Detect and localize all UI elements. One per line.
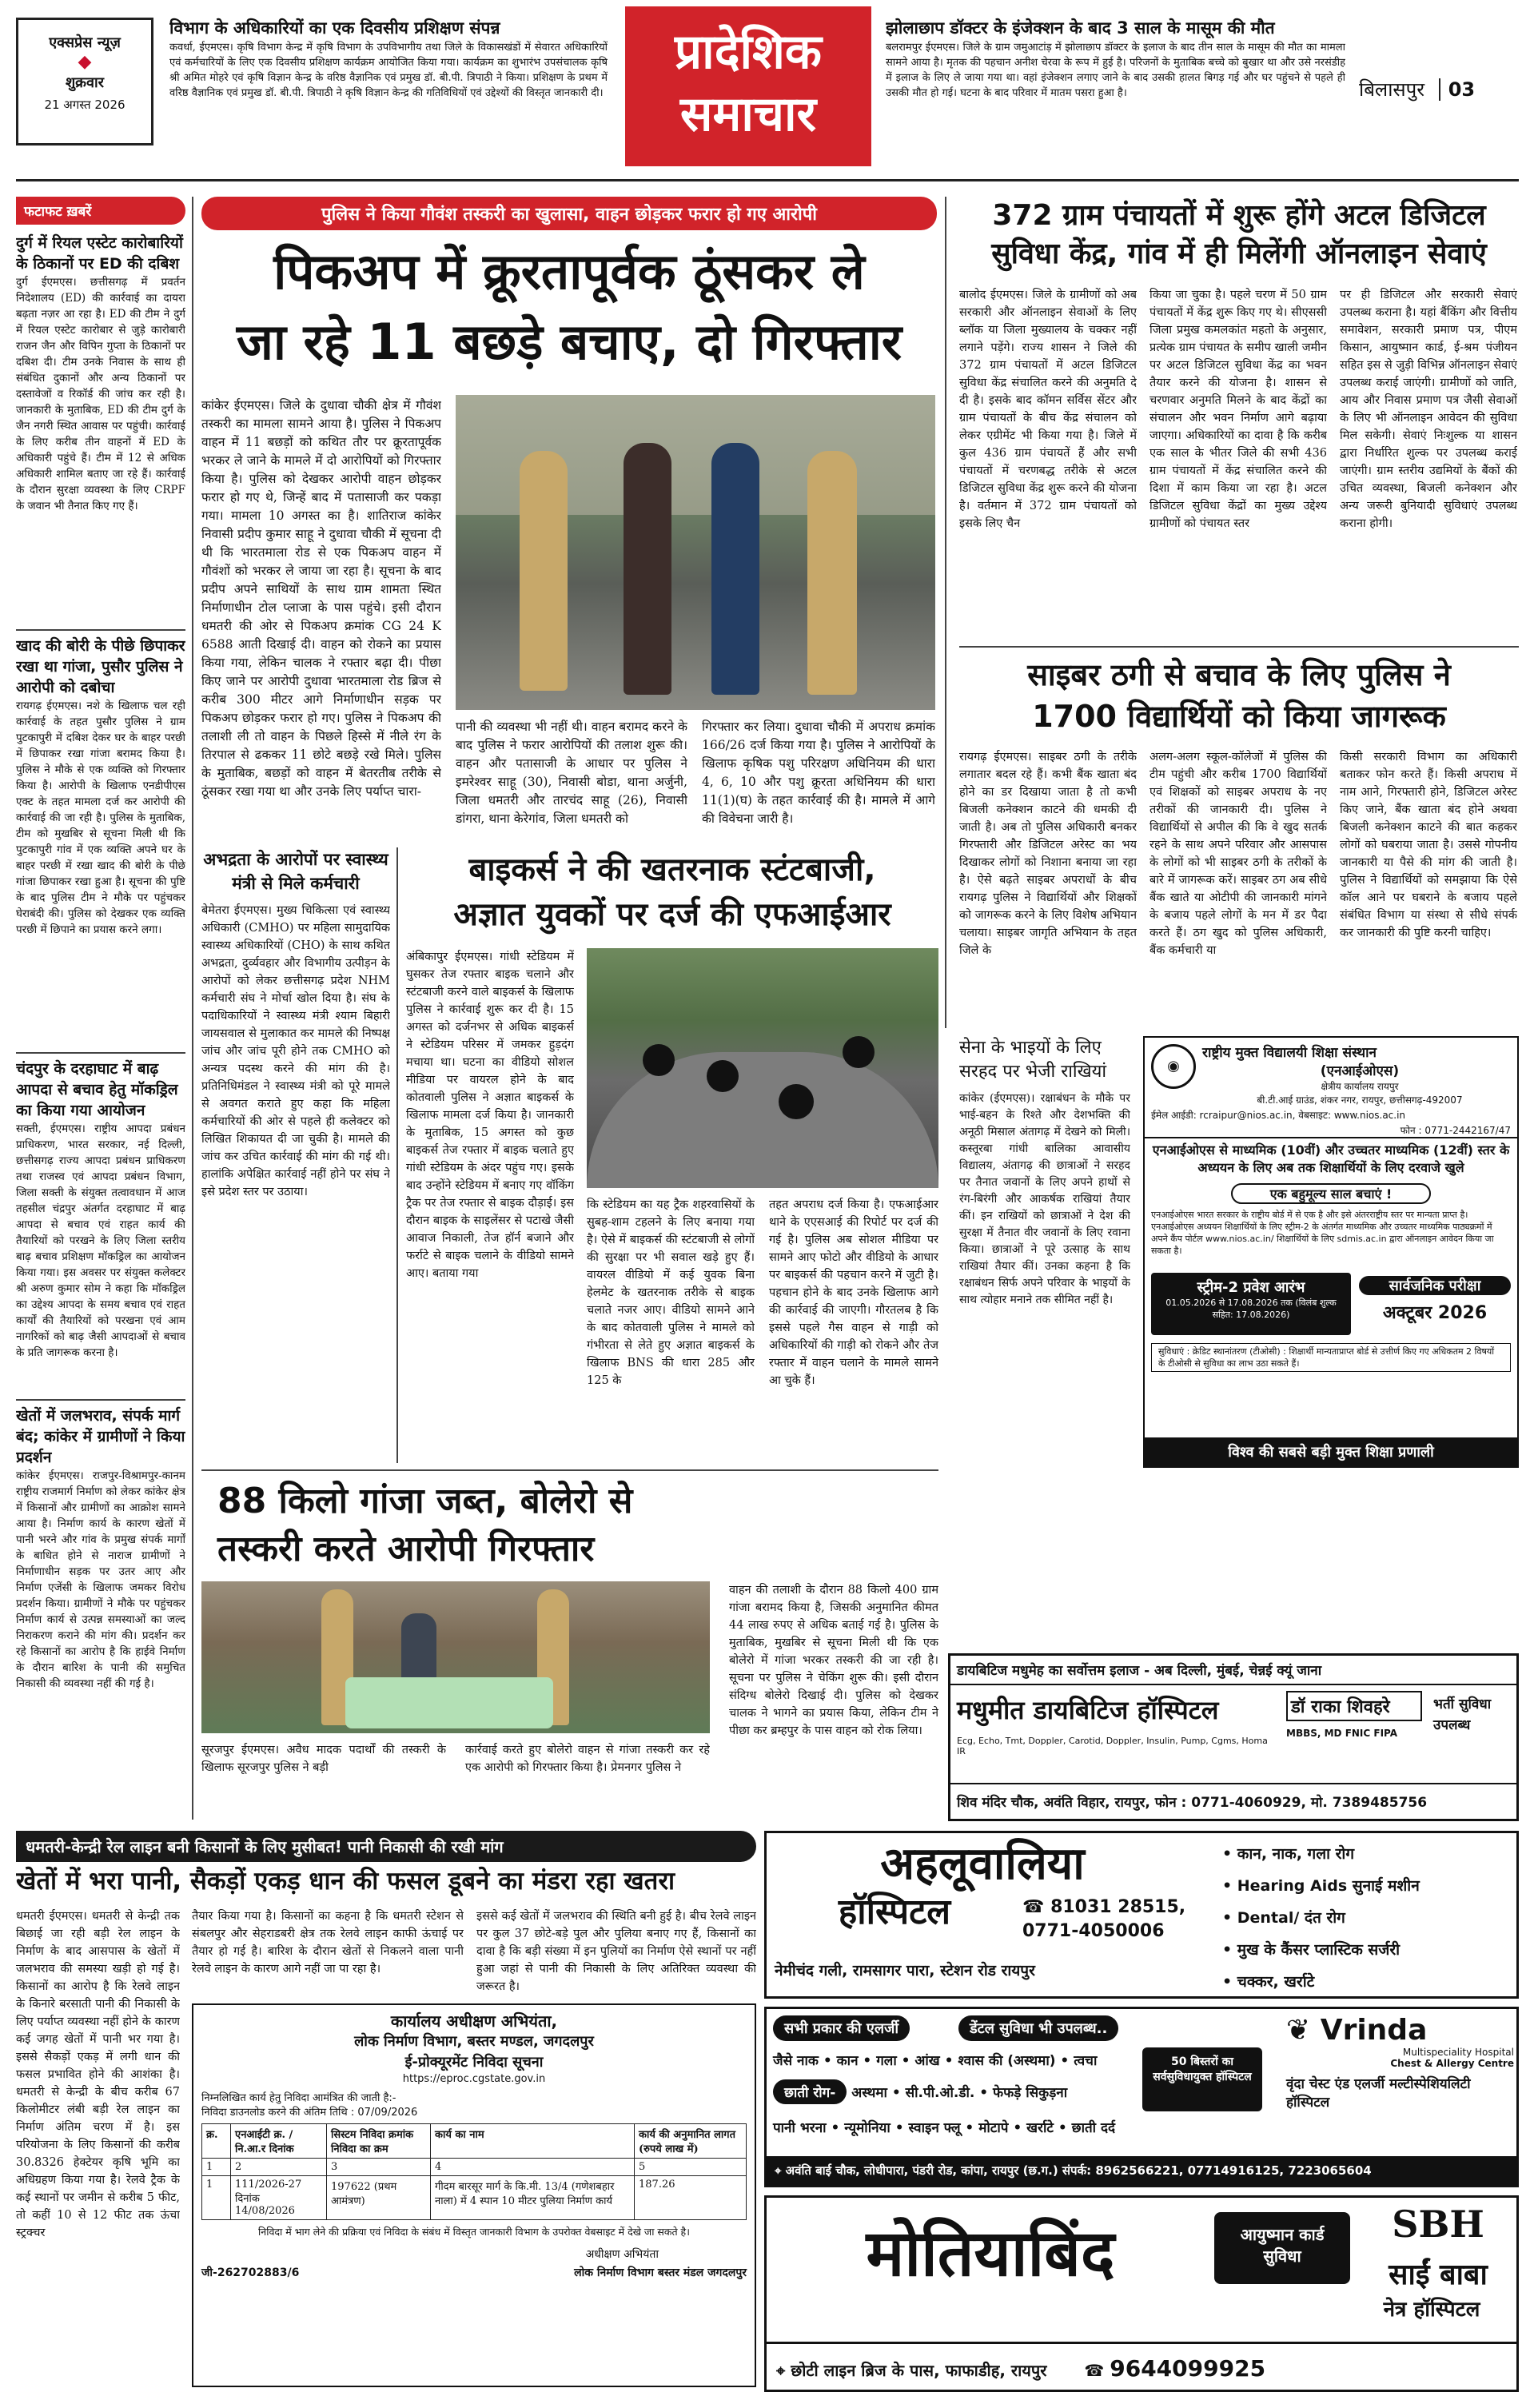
madhu-bharti: भर्ती सुविधा उपलब्ध: [1433, 1696, 1492, 1733]
fatafat-divider: [16, 629, 185, 631]
madhu-services: Ecg, Echo, Tmt, Doppler, Carotid, Doppler, Insulin, Pump, Cgms, Homa IR: [957, 1736, 1268, 1756]
vrinda-chest-label: छाती रोग-: [773, 2079, 847, 2104]
vrinda-logo: [1286, 2014, 1514, 2111]
abhadrata-headline: अभद्रता के आरोपों पर स्वास्थ्य मंत्री से मिले कर्मचारी: [203, 850, 388, 893]
ganja-col-1: सूरजपुर ईएमएस। अवैध मादक पदार्थों की तस्करी के खिलाफ सूरजपुर पुलिस ने बड़ी: [201, 1744, 446, 1774]
lead-rule: [945, 197, 946, 1028]
lead-kicker: पुलिस ने किया गौवंश तस्करी का खुलासा, वाहन छोड़कर फरार हो गए आरोपी: [201, 197, 937, 230]
person-shape: [807, 451, 857, 695]
ganja-col-3: वाहन की तलाशी के दौरान 88 किलो 400 ग्राम गांजा बरामद किया है, जिसकी अनुमानित कीमत 44 लाख रुपए से अधिक बताई गई है। पुलिस के मुताबिक, मुखबिर से सूचना मिली थी कि एक बोलेरो में गांजा भरकर तस्करी की जा रही है। सूचना पर पुलिस ने चेकिंग शुरू की। इसी दौरान संदिग्ध बोलेरो दिखाई दी। पुलिस को देखकर चालक ने भागने का प्रयास किया, लेकिन टीम ने पीछा कर ब्रम्हपुर के पास वाहन को रोक लिया।: [729, 1584, 938, 1737]
fatafat-item: [16, 636, 185, 1047]
masthead-rule: [16, 179, 1519, 181]
table-row: [202, 2176, 747, 2220]
fatafat-body: रायगढ़ ईएमएस। नशे के खिलाफ चल रही कार्रवाई के तहत पुसौर पुलिस ने ग्राम पुटकापुरी में दबिश देकर घर के बाहर परछी में छिपाकर रखा गांजा बरामद किया है। पुलिस ने मौके से एक व्यक्ति को गिरफ्तार किया है। आरोपी के खिलाफ एनडीपीएस एक्ट के तहत मामला दर्ज कर आरोपी की कार्रवाई की जा रही है। पुलिस के मुताबिक, टीम को मुखबिर से सूचना मिली थी कि पुटकापुरी गांव में एक व्यक्ति अपने घर के बाहर परछी में रखा खाद की बोरी के पीछे गांजा छिपाकर रखा हुआ है। सूचना की पुष्टि के बाद पुलिस टीम ने मौके पर पहुंचकर घेराबंदी की। पुलिस को देखकर एक व्यक्ति परछी में छिपाने का प्रयास करने लगा।: [16, 700, 185, 936]
cyber-col-1: रायगढ़ ईएमएस। साइबर ठगी के तरीके लगातार बदल रहे हैं। कभी बैंक खाता बंद होने का डर दिखाया जाता है तो कभी बिजली कनेक्शन काटने की धमकी दी जाती है। अब तो पुलिस अधिकारी बनकर गिरफ्तारी और डिजिटल अरेस्ट का भय दिखाकर लोगों को निशाना बनाया जा रहा है। ऐसे बढ़ते साइबर अपराधों के बीच रायगढ़ पुलिस ने विद्यार्थियों और शिक्षकों को जागरूक करने के लिए विशेष अभियान चलाया। साइबर जागृति अभियान के तहत जिले के: [959, 751, 1137, 957]
vrinda-list2: अस्थमा • सी.पी.ओ.डी. • फेफड़े सिकुड़ना: [851, 2085, 1068, 2101]
vrinda-dental: डेंटल सुविधा भी उपलब्ध..: [958, 2015, 1118, 2041]
biker-col-1: अंबिकापुर ईएमएस। गांधी स्टेडियम में घुसकर तेज रफ्तार बाइक चलाने और स्टंटबाजी करने वाले बाइकर्स के खिलाफ पुलिस ने कार्रवाई शुरू कर दी है। 15 अगस्त को दर्जनभर से अधिक बाइकर्स ने स्टेडियम परिसर में जमकर हुड़दंग मचाया था। घटना का वीडियो सोशल मीडिया पर वायरल होने के बाद कोतवाली पुलिस ने अज्ञात बाइकर्स के खिलाफ मामला दर्ज किया है। जानकारी के मुताबिक, 15 अगस्त को कुछ बाइकर्स तेज रफ्तार में बाइक चलाते हुए गांधी स्टेडियम के अंदर पहुंच गए। इसके बाद उन्होंने स्टेडियम में बनाए गए वॉकिंग ट्रैक पर तेज रफ्तार से बाइक दौड़ाई। इस दौरान बाइक के साइलेंसर से पटाखे जैसी आवाज निकाली, तेज हॉर्न बजाने और फर्राटे से बाइक चलाने के वीडियो सामने आए। बताया गया: [406, 951, 574, 1280]
bike-shape: [779, 1084, 814, 1119]
ganja-story: [201, 1477, 938, 1820]
gram-col-3: पर ही डिजिटल और सरकारी सेवाएं उपलब्ध कराना है। यहां बैंकिंग और वित्तीय समावेशन, सरकारी प्रमाण पत्र, पीएम किसान, आयुष्मान कार्ड, ई-श्रम पंजीयन सहित इस से जुड़ी विभिन्न ऑनलाइन सेवाएं उपलब्ध कराई जाएंगी। ग्रामीणों को जाति, आय और निवास प्रमाण पत्र जैसी सेवाओं के लिए भी ऑनलाइन आवेदन की सुविधा मिल सकेगी। सेवाएं निःशुल्क या शासन द्वारा निर्धारित शुल्क पर उपलब्ध कराई जाएंगी। ग्राम स्तरीय उद्यमियों के बैंकों की उचित व्यवस्था, बिजली कनेक्शन और अन्य जरूरी बुनियादी सुविधाएं उपलब्ध कराना होगी।: [1340, 289, 1517, 530]
vrinda-hindi-name: वृंदा चेस्ट एंड एलर्जी मल्टीस्पेशियलिटी हॉस्पिटल: [1286, 2076, 1471, 2111]
tender-colnum: 3: [327, 2159, 431, 2176]
fatafat-headline: खाद की बोरी के पीछे छिपाकर रखा था गांजा, पुसौर पुलिस ने आरोपी को दबोचा: [16, 637, 185, 696]
masthead: [0, 0, 1534, 176]
bike-shape: [643, 1044, 675, 1076]
kisan-kicker: धमतरी-केन्द्री रेल लाइन बनी किसानों के लिए मुसीबत! पानी निकासी की रखी मांग: [16, 1831, 756, 1862]
section-banner: [625, 6, 871, 166]
tender-sign-title: अधीक्षण अभियंता: [585, 2248, 659, 2261]
top-right-story: [886, 18, 1345, 161]
moti-sai-baba: साईं बाबा: [1389, 2258, 1488, 2291]
tender-header: सिस्टम निविदा क्रमांक निविदा का क्रम: [327, 2124, 431, 2159]
nios-detail: एनआईओएस भारत सरकार के राष्ट्रीय बोर्ड में से एक है और इसे अंतरराष्ट्रीय स्तर पर मान्यता प्राप्त है। एनआईओएस अध्ययन शिक्षार्थियों के लिए स्ट्रीम-2 के अंतर्गत माध्यमिक और उच्चतर माध्यमिक पाठ्यक्रमों में अपने कैंप पोर्टल www.nios.ac.in/ शिक्षार्थियों के लिए sdmis.ac.in द्वारा ऑनलाइन आवेदन किया जा सकता है।: [1151, 1210, 1494, 1256]
moti-sbh-logo: SBH: [1392, 2203, 1484, 2246]
fatafat-body: सक्ती, ईएमएस। राष्ट्रीय आपदा प्रबंधन प्राधिकरण, भारत सरकार, नई दिल्ली, छत्तीसगढ़ राज्य आपदा प्रबंधन प्राधिकरण तथा राजस्व एवं आपदा प्रबंधन विभाग, जिला सक्ती के संयुक्त तत्वावधान में आज तहसील चंद्रपुर अंतर्गत दरहाघाट में बाढ़ आपदा से बचाव एवं राहत कार्य की तैयारियों को परखने के लिए जिला स्तरीय बाढ़ बचाव प्रशिक्षण मॉकड्रिल का आयोजन किया गया। इस अवसर पर संयुक्त कलेक्टर श्री अरुण कुमार सोम ने कहा कि मॉकड्रिल का उद्देश्य आपदा के समय बचाव एवं राहत कार्यों की तैयारियों को परखना एवं आम नागरिकों को बाढ़ जैसी आपदाओं से बचाव के प्रति जागरूक करना है।: [16, 1122, 185, 1359]
fatafat-label: फटाफट ख़बरें: [16, 197, 185, 225]
nios-footer: विश्व की सबसे बड़ी मुक्त शिक्षा प्रणाली: [1145, 1437, 1517, 1466]
paper-badge: [16, 18, 153, 146]
phone-icon: ☎: [1084, 2361, 1110, 2380]
sena-headline: सेना के भाइयों के लिए सरहद पर भेजी राखियां: [959, 1038, 1107, 1082]
nios-exam: [1359, 1273, 1511, 1335]
city-tag: [1359, 76, 1519, 108]
nios-stream: [1151, 1273, 1351, 1335]
top-left-story: [169, 18, 608, 161]
vrinda-beds: 50 बिस्तरों का सर्वसुविधायुक्त हॉस्पिटल: [1142, 2047, 1262, 2111]
phone-icon: ☎: [1022, 1897, 1051, 1917]
gram-story: [959, 197, 1519, 644]
leaf-icon: ❦: [1286, 2014, 1311, 2047]
service-item: • Hearing Aids सुनाई मशीन: [1222, 1877, 1420, 1895]
fatafat-divider: [16, 1052, 185, 1054]
nios-save-year: एक बहुमूल्य साल बचाएं !: [1231, 1183, 1431, 1204]
ahlu-phone: ☎ 81031 28515,: [1022, 1897, 1186, 1917]
paper-name: एक्सप्रेस न्यूज़: [49, 34, 121, 51]
moti-name: मोतियाबिंद: [866, 2216, 1115, 2290]
madhu-name: मधुमीत डायबिटिज हॉस्पिटल: [957, 1695, 1219, 1725]
ahlu-services: [1222, 1838, 1515, 1998]
cyber-col-3: किसी सरकारी विभाग का अधिकारी बताकर फोन करते हैं। किसी अपराध में नाम आने, गिरफ्तारी होने, डिजिटल अरेस्ट किए जाने, बैंक खाता बंद होने अथवा बिजली कनेक्शन काटने की बात कहकर लोगों को घबराया जाता है। उससे गोपनीय जानकारी या पैसे की मांग की जाती है। पुलिस ने विद्यार्थियों को समझाया कि ऐसे कॉल आने पर घबराने के बजाय पहले संबंधित विभाग या संस्था से सीधे संपर्क कर जानकारी की पुष्टि करनी चाहिए।: [1340, 751, 1517, 939]
nios-exam-label: सार्वजनिक परीक्षा: [1359, 1276, 1511, 1295]
tender-cell: 111/2026-27 दिनांक 14/08/2026: [231, 2176, 327, 2220]
kisan-col-3: इससे कई खेतों में जलभराव की स्थिति बनी हुई है। बीच रेलवे लाइन पर कुल 37 छोटे-बड़े पुल और पुलिया बनाए गए हैं, किसानों का दावा है कि बड़ी संख्या में इन पुलियों का निर्माण ऐसे स्थानों पर नहीं हुआ जहां से पानी की निकासी के लिए अतिरिक्त व्यवस्था की जरूरत है।: [476, 1910, 756, 1993]
fatafat-body: कांकेर ईएमएस। राजपुर-विश्रामपुर-कानम राष्ट्रीय राजमार्ग निर्माण को लेकर कांकेर क्षेत्र में किसानों और ग्रामीणों का आक्रोश सामने आया है। निर्माण कार्य के कारण खेतों में पानी भरने और गांव के प्रमुख संपर्क मार्गों के बाधित होने से नाराज ग्रामीणों ने निर्माणाधीन सड़क पर उतर आए और निर्माण एजेंसी के खिलाफ जमकर विरोध प्रदर्शन किया। ग्रामीणों ने मौके पर पहुंचकर निर्माण कार्य से उत्पन्न समस्याओं का जल्द निराकरण कराने की मांग की। प्रदर्शन कर रहे किसानों का आरोप है कि हाईवे निर्माण के दौरान बारिश के पानी की समुचित निकासी की व्यवस्था नहीं की गई है।: [16, 1469, 185, 1690]
lead-headline-line2: जा रहे 11 बछड़े बचाए, दो गिरफ्तार: [236, 313, 902, 371]
ganja-headline-line2: तस्करी करते आरोपी गिरफ्तार: [217, 1529, 595, 1569]
nios-logo-icon: ◉: [1151, 1044, 1196, 1089]
kisan-story: [16, 1831, 756, 2390]
track-shape: [587, 1052, 938, 1188]
lead-col-1: कांकेर ईएमएस। जिले के दुधावा चौकी क्षेत्र में गौवंश तस्करी का मामला सामने आया है। पुलिस ने पिकअप वाहन में 11 बछड़ों को कथित तौर पर क्रूरतापूर्वक भरकर ले जाने के मामले में दो आरोपियों को गिरफ्तार किया है। पुलिस को देखकर आरोपी वाहन छोड़कर फरार हो गए थे, जिन्हें बाद में पतासाजी कर पकड़ा गया। मामला 10 अगस्त का है। शातिराज कांकेर निवासी प्रदीप कुमार साहू ने दुधावा चौकी में सूचना दी थी कि भारतमाला रोड से एक पिकअप वाहन में गौवंशों को भरकर ले जाया जा रहा है। सूचना के बाद प्रदीप अपने साथियों के साथ ग्राम शामता स्थित निर्माणाधीन टोल प्लाजा के पास पहुंचे। इसी दौरान धमतरी की ओर से पिकअप क्रमांक CG 24 K 6588 आती दिखाई दी। वाहन को रोकने का प्रयास किया गया, लेकिन चालक ने रफ्तार बढ़ा दी। पीछा किए जाने पर आरोपी दुधावा भारतमाला रोड ब्रिज से करीब 300 मीटर आगे निर्माणाधीन सड़क पर पिकअप छोड़कर फरार हो गए। पुलिस ने पिकअप की तलाशी ली तो वाहन के पिछले हिस्से में नीले रंग के तिरपाल से ढककर 11 छोटे बछड़े रखे मिले। पुलिस के मुताबिक, बछड़ों को वाहन में बेतरतीब तरीके से ठूंसकर रखा गया था और उनके लिए पर्याप्त चारा-: [201, 398, 441, 799]
location-icon: ⌖: [775, 2163, 786, 2178]
nios-title: राष्ट्रीय मुक्त विद्यालयी शिक्षा संस्थान: [1202, 1045, 1377, 1061]
nios-email: ईमेल आईडी: rcraipur@nios.ac.in, वेबसाइट: www.nios.ac.in: [1151, 1110, 1406, 1121]
lead-photo: [456, 395, 935, 710]
ahluwalia-ad: [764, 1831, 1519, 1999]
fatafat-item: [16, 233, 185, 624]
vrinda-list1: जैसे नाक • कान • गला • आंख • श्वास की (अस्थमा) • त्वचा: [773, 2053, 1098, 2069]
nios-intro: एनआईओएस से माध्यमिक (10वीं) और उच्चतर माध्यमिक (12वीं) स्तर के अध्ययन के लिए अब तक शिक्षार्थियों के लिए दरवाजे खुले: [1145, 1137, 1517, 1180]
sena-story: [959, 1036, 1130, 1468]
cyber-story: [959, 654, 1519, 1030]
tender-colnum-row: [202, 2159, 747, 2176]
ganja-photo: [201, 1581, 710, 1733]
nios-ad: [1143, 1036, 1519, 1468]
tender-header: एनआईटी क्र. / नि.आ.र दिनांक: [231, 2124, 327, 2159]
top-right-headline: झोलाछाप डॉक्टर के इंजेक्शन के बाद 3 साल के मासूम की मौत: [886, 18, 1275, 38]
tender-table: [201, 2123, 747, 2220]
tender-footnote: निविदा में भाग लेने की प्रक्रिया एवं निविदा के संबंध में विस्तृत जानकारी विभाग के उपरोक्त वेबसाइट में देखे जा सकते है।: [258, 2226, 690, 2238]
sack-shape: [345, 1677, 553, 1728]
biker-col-3: तहत अपराध दर्ज किया है। एफआईआर थाने के एएसआई की रिपोर्ट पर दर्ज की गई है। पुलिस अब सोशल मीडिया पर सामने आए फोटो और वीडियो के आधार पर बाइकर्स की पहचान करने में जुटी है। पहचान होने के बाद उनके खिलाफ आगे की कार्रवाई की जाएगी। गौरतलब है कि इससे पहले गैस वाहन से गाड़ी को अधिकारियों की गाड़ी को रोकने और तेज रफ्तार में वाहन चलाने के मामले सामने आ चुके हैं।: [769, 1198, 938, 1387]
city-name: बिलासपुर: [1359, 78, 1425, 101]
nios-stream-label: स्ट्रीम-2 प्रवेश आरंभ: [1197, 1279, 1305, 1296]
tender-line2: निविदा डाउनलोड करने की अंतिम तिथि : 07/09/2026: [201, 2107, 418, 2119]
moti-ayushman: आयुष्मान कार्ड सुविधा: [1214, 2212, 1350, 2284]
tender-header: कार्य की अनुमानित लागत (रुपये लाख में): [635, 2124, 747, 2159]
fatafat-divider: [16, 1399, 185, 1401]
gram-col-2: किया जा चुका है। पहले चरण में 50 ग्राम पंचायतों में केंद्र शुरू किए गए थे। सीएससी जिला प्रमुख कमलकांत महतो के अनुसार, प्रत्येक ग्राम पंचायत के समीप खाली जमीन पर अटल डिजिटल सुविधा केंद्र का भवन तैयार करने की योजना है। शासन से चरणवार अनुमति मिलने के बाद केंद्रों का संचालन और भवन निर्माण आगे बढ़ाया जाएगा। अधिकारियों का दावा है कि करीब एक साल के भीतर जिले की सभी 436 ग्राम पंचायतों में केंद्र संचालित करने की दिशा में काम किया जा रहा है। अटल डिजिटल सुविधा केंद्रों का मुख्य उद्देश्य ग्रामीणों को पंचायत स्तर: [1150, 289, 1327, 530]
gram-rule: [959, 646, 1519, 648]
service-item: • कान, नाक, गला रोग: [1222, 1845, 1355, 1863]
nios-office: क्षेत्रीय कार्यालय रायपुर: [1321, 1081, 1399, 1092]
cyber-headline-line1: साइबर ठगी से बचाव के लिए पुलिस ने: [1027, 657, 1451, 692]
ahlu-phone: 0771-4050006: [1022, 1921, 1165, 1941]
day: शुक्रवार: [65, 74, 105, 91]
madhumeet-ad: [948, 1653, 1519, 1821]
service-item: • चक्कर, खर्राटे: [1222, 1973, 1315, 1991]
top-right-body: बलरामपुर ईएमएस। जिले के ग्राम जमुआटांड़ में झोलाछाप डॉक्टर के इलाज के बाद तीन साल के मासूम की मौत का मामला सामने आया है। मृतक की पहचान अनीश चेरवा के रूप में हुई है। परिजनों के मुताबिक बच्चे को बुखार था और उसे नरसंडीह में इलाज के लिए ले जाया गया था। वहां इंजेक्शन लगाए जाने के बाद उसकी हालत बिगड़ गई और घर पहुंचने से पहले ही उसकी मौत हो गई। घटना के बाद परिवार में मातम पसरा हुआ है।: [886, 42, 1345, 99]
vrinda-ad: [764, 2007, 1519, 2187]
top-left-body: कवर्धा, ईएमएस। कृषि विभाग केन्द्र में कृषि विभाग के उपविभागीय तथा जिले के विकासखंडों में सेवारत अधिकारियों एवं कर्मचारियों के लिए एक दिवसीय प्रशिक्षण कार्यक्रम आयोजित किया गया। कार्यक्रम का शुभारंभ उपसंचालक कृषि श्री अमित मोहरे एवं कृषि विज्ञान केन्द्र के वरिष्ठ वैज्ञानिक एवं प्रमुख डॉ. बी.पी. त्रिपाठी ने किया। प्रशिक्षण के प्रथम में वरिष्ठ वैज्ञानिक एवं प्रमुख डॉ. बी.पी. त्रिपाठी ने कृषि विज्ञान केन्द्र की गतिविधियों एवं उद्देश्यों की विस्तृत जानकारी दी।: [169, 42, 608, 99]
cyber-col-2: अलग-अलग स्कूल-कॉलेजों में पुलिस की टीम पहुंची और करीब 1700 विद्यार्थियों एवं शिक्षकों को साइबर अपराध के नए तरीकों की जानकारी दी। पुलिस ने विद्यार्थियों से अपील की कि वे खुद सतर्क रहने के साथ अपने परिवार और आसपास के लोगों को भी साइबर ठगी के तरीकों के बारे में जागरूक करें। साइबर ठग अब सीधे बैंक खाते या ओटीपी की जानकारी मांगने के बजाय पहले लोगों के मन में डर पैदा करते हैं। ठग खुद को पुलिस अधिकारी, बैंक कर्मचारी या: [1150, 751, 1327, 957]
nios-title-2: (एनआईओएस): [1320, 1063, 1400, 1079]
vrinda-list3: पानी भरना • न्यूमोनिया • स्वाइन फ्लू • मोटापे • खर्राटे • छाती दर्द: [773, 2120, 1116, 2136]
biker-story: [406, 847, 938, 1463]
nios-phone: फोन : 0771-2442167/47: [1400, 1125, 1511, 1136]
nios-stream-dates: 01.05.2026 से 17.08.2026 तक (विलंब शुल्क सहित: 17.08.2026): [1165, 1298, 1337, 1320]
tender-title: कार्यालय अधीक्षण अभियंता,: [390, 2011, 558, 2031]
tender-footer-row: [201, 2265, 747, 2280]
abhadrata-rule: [396, 847, 398, 1463]
nios-exam-month: अक्टूबर 2026: [1382, 1303, 1488, 1323]
tender-header: कार्य का नाम: [431, 2124, 635, 2159]
fatafat-body: दुर्ग ईएमएस। छत्तीसगढ़ में प्रवर्तन निदेशालय (ED) की कार्रवाई का दायरा बढ़ता नज़र आ रहा है। ED की टीम ने दुर्ग में रियल एस्टेट कारोबार से जुड़े कारोबारी राजन जैन और विपिन गुप्ता के ठिकानों पर दबिश दी। टीम उनके निवास के साथ ही संबंधित दुकानों और अन्य ठिकानों पर दस्तावेजों व रिकॉर्ड की जांच कर रही है। जानकारी के मुताबिक, ED की टीम दुर्ग के जैन नगरी स्थित आवास पर पहुंची। कार्रवाई के लिए करीब तीन वाहनों में ED के अधिकारी पहुंचे हैं। टीम में 12 से अधिक अधिकारी शामिल बताए जा रहे हैं। कार्रवाई के दौरान सुरक्षा व्यवस्था के लिए CRPF के जवान भी तैनात किए गए हैं।: [16, 276, 185, 512]
vrinda-name: ❦ Vrinda: [1286, 2014, 1428, 2047]
ahlu-address: नेमीचंद गली, रामसागर पारा, स्टेशन रोड रायपुर: [775, 1962, 1035, 1979]
person-shape: [624, 443, 671, 695]
kisan-col-2: तैयार किया गया है। किसानों का कहना है कि धमतरी स्टेशन से संबलपुर और सेहराडबरी क्षेत्र तक रेलवे लाइन काफी ऊंचाई पर तैयार हो गई है। बारिश के दौरान खेतों से निकलने वाला पानी रेलवे लाइन के कारण आगे नहीं जा पा रहा है।: [192, 1910, 464, 1975]
abhadrata-story: [201, 847, 390, 1463]
tender-header-row: [202, 2124, 747, 2159]
fatafat-item: [16, 1058, 185, 1394]
tender-subtitle: लोक निर्माण विभाग, बस्तर मण्डल, जगदलपुर: [354, 2033, 594, 2050]
tender-ref: जी-262702883/6: [201, 2266, 300, 2279]
tender-notice: ई-प्रोक्यूरमेंट निविदा सूचना: [404, 2054, 544, 2071]
service-item: • Dental/ दंत रोग: [1222, 1909, 1345, 1927]
moti-netra: नेत्र हॉस्पिटल: [1383, 2298, 1480, 2322]
kisan-headline: खेतों में भरा पानी, सैकड़ों एकड़ धान की फसल डूबने का मंडरा रहा खतरा: [16, 1867, 675, 1896]
person-shape: [711, 443, 759, 695]
gram-headline-line1: 372 ग्राम पंचायतों में शुरू होंगे अटल डिजिटल: [992, 199, 1486, 232]
biker-photo: [587, 948, 938, 1188]
tender-cell: गीदम बारसूर मार्ग के कि.मी. 13/4 (गणेशबहार नाला) में 4 स्पान 10 मीटर पुलिया निर्माण कार्य: [431, 2176, 635, 2220]
vrinda-address-row: ⌖ अवंति बाई चौक, लोधीपारा, पंडरी रोड, कांपा, रायपुर (छ.ग.) संपर्क: 8962566221, 07714916125, 7223065604: [767, 2156, 1516, 2185]
tender-portal: https://eproc.cgstate.gov.in: [402, 2073, 546, 2085]
vrinda-name-sub: Multispeciality Hospital: [1402, 2047, 1514, 2058]
top-left-headline: विभाग के अधिकारियों का एक दिवसीय प्रशिक्षण संपन्न: [169, 18, 500, 38]
biker-col-2: कि स्टेडियम का यह ट्रैक शहरवासियों के सुबह-शाम टहलने के लिए बनाया गया है। ऐसे में बाइकर्स की स्टंटबाजी से लोगों की सुरक्षा पर भी सवाल खड़े हुए हैं। वायरल वीडियो में कई युवक बिना हेलमेट के खतरनाक तरीके से बाइक चलाते नजर आए। वीडियो सामने आने के बाद कोतवाली पुलिस ने मामले को गंभीरता से लेते हुए अज्ञात बाइकर्स के खिलाफ BNS की धारा 285 और 125 के: [587, 1198, 755, 1387]
ganja-col-2: कार्रवाई करते हुए बोलेरो वाहन से गांजा तस्करी कर रहे एक आरोपी को गिरफ्तार किया है। प्रेमनगर पुलिस ने: [465, 1744, 710, 1774]
tender-sign-dept: लोक निर्माण विभाग बस्तर मंडल जगदलपुर: [574, 2266, 747, 2279]
tender-colnum: 2: [231, 2159, 327, 2176]
gram-headline-line2: सुविधा केंद्र, गांव में ही मिलेंगी ऑनलाइन सेवाएं: [991, 237, 1487, 270]
moti-phone: 9644099925: [1110, 2355, 1266, 2382]
section-title-line1: प्रादेशिक: [675, 24, 822, 80]
page-number: 03: [1448, 78, 1476, 101]
service-item: • मुख के कैंसर प्लास्टिक सर्जरी: [1222, 1941, 1401, 1959]
page-divider: [1439, 78, 1440, 101]
lead-col-2: पानी की व्यवस्था भी नहीं थी। वाहन बरामद करने के बाद पुलिस ने फरार आरोपियों की तलाश शुरू की। वाहन और पतासाजी के आधार पर पुलिस ने इमरेश्वर साहू (30), निवासी बोडा, थाना अर्जुनी, जिला धमतरी और तारचंद साहू (26), निवासी डांगरा, थाना केरेगांव, जिला धमतरी को: [456, 720, 687, 826]
tender-colnum: 1: [202, 2159, 231, 2176]
tender-colnum: 4: [431, 2159, 635, 2176]
nios-stream-box: [1151, 1273, 1511, 1338]
sena-body: कांकेर (ईएमएस)। रक्षाबंधन के मौके पर भाई-बहन के रिश्ते और देशभक्ति की अनूठी मिसाल अंतागढ़ में देखने को मिली। कस्तूरबा गांधी बालिका आवासीय विद्यालय, अंतागढ़ की छात्राओं ने सरहद पर तैनात जवानों के लिए अपने हाथों से रंग-बिरंगी और आकर्षक राखियां तैयार कीं। इन राखियों को छात्राओं ने देश की सुरक्षा में तैनात वीर जवानों के लिए रवाना किया। छात्राओं ने पूरे उत्साह के साथ राखियां तैयार कीं। उनका कहना है कि रक्षाबंधन सिर्फ अपने परिवार के भाइयों के साथ त्योहार मनाने तक सीमित नहीं है।: [959, 1092, 1130, 1306]
nios-address: बी.टी.आई ग्राउंड, शंकर नगर, रायपुर, छत्तीसगढ़-492007: [1257, 1094, 1463, 1106]
lead-headline-line1: पिकअप में क्रूरतापूर्वक ठूंसकर ले: [273, 242, 865, 301]
moti-address-row: [767, 2342, 1516, 2390]
bike-shape: [707, 1060, 739, 1092]
biker-headline-line2: अज्ञात युवकों पर दर्ज की एफआईआर: [453, 896, 891, 933]
biker-headline-line1: बाइकर्स ने की खतरनाक स्टंटबाजी,: [468, 851, 876, 888]
tender-cell: 187.26: [635, 2176, 747, 2220]
moti-address: छोटी लाइन ब्रिज के पास, फाफाडीह, रायपुर: [791, 2361, 1047, 2380]
tender-colnum: 5: [635, 2159, 747, 2176]
bike-shape: [843, 1036, 875, 1068]
date: 21 अगस्त 2026: [44, 98, 126, 112]
tender-line1: निम्नलिखित कार्य हेतु निविदा आमंत्रित की जाती है:-: [201, 2092, 396, 2104]
madhu-doctor: डॉ राका शिवहरे: [1286, 1691, 1422, 1721]
madhu-address: शिव मंदिर चौक, अवंति विहार, रायपुर, फोन : 0771-4060929, मो. 7389485756: [950, 1783, 1516, 1819]
tender-cell: 197622 (प्रथम आमंत्रण): [327, 2176, 431, 2220]
vrinda-allergy: सभी प्रकार की एलर्जी: [773, 2015, 910, 2041]
madhu-top: डायबिटिज मधुमेह का सर्वोत्तम इलाज - अब दिल्ली, मुंबई, चेन्नई क्यूं जाना: [950, 1656, 1516, 1685]
cyber-headline-line2: 1700 विद्यार्थियों को किया जागरूक: [1032, 699, 1446, 734]
diamond-icon: ◆: [78, 52, 92, 72]
ahlu-phones: [1022, 1896, 1198, 1944]
motiyabind-ad: [764, 2195, 1519, 2392]
abhadrata-body: बेमेतरा ईएमएस। मुख्य चिकित्सा एवं स्वास्थ्य अधिकारी (CMHO) पर महिला सामुदायिक स्वास्थ्य अधिकारियों (CHO) के साथ कथित अभद्रता, दुर्व्यवहार और विभागीय उत्पीड़न के आरोपों को लेकर छत्तीसगढ़ प्रदेश NHM कर्मचारी संघ ने मोर्चा खोल दिया है। संघ के पदाधिकारियों ने स्वास्थ्य मंत्री श्याम बिहारी जायसवाल से मुलाकात कर मामले की निष्पक्ष जांच और जांच पूरी होने तक CMHO को अन्यत्र पदस्थ करने की मांग की है। प्रतिनिधिमंडल ने स्वास्थ्य मंत्री को पूरे मामले से अवगत कराते हुए कहा कि महिला कर्मचारियों की ओर से पहले ही कलेक्टर को लिखित शिकायत दी जा चुकी है। मामले की जांच कर उचित कार्रवाई की मांग की गई थी। हालांकि अपेक्षित कार्रवाई नहीं होने पर संघ ने इसे प्रदेश स्तर पर उठाया।: [201, 904, 390, 1198]
tender-box: [192, 2003, 756, 2387]
fatafat-sidebar: [16, 197, 185, 1820]
mid-rule: [201, 1469, 938, 1471]
vrinda-name-sub2: Chest & Allergy Centre: [1390, 2058, 1514, 2069]
kisan-col-1: धमतरी ईएमएस। धमतरी से केन्द्री तक बिछाई जा रही बड़ी रेल लाइन के निर्माण के बाद आसपास के खेतों में जलभराव की समस्या खड़ी हो गई है। किसानों का आरोप है कि रेलवे लाइन के किनारे बरसाती पानी की निकासी के लिए पर्याप्त व्यवस्था नहीं होने के कारण कई जगह खेतों में पानी भर गया है। इससे सैकड़ों एकड़ में लगी धान की फसल प्रभावित होने की आशंका है। धमतरी से केन्द्री के बीच करीब 67 किलोमीटर लंबी बड़ी रेल लाइन का निर्माण अंतिम चरण में है। इस परियोजना के लिए किसानों की करीब 30.8326 हेक्टेयर कृषि भूमि का अधिग्रहण किया गया है। रेलवे ट्रैक के कई स्थानों पर जमीन से करीब 5 फीट, तो कहीं 10 से 12 फीट तक ऊंचा स्ट्रक्चर: [16, 1910, 180, 2239]
gram-col-1: बालोद ईएमएस। जिले के ग्रामीणों को अब सरकारी और ऑनलाइन सेवाओं के लिए ब्लॉक या जिला मुख्यालय के चक्कर नहीं लगाने पड़ेंगे। राज्य शासन ने जिले की 372 ग्राम पंचायतों में अटल डिजिटल सुविधा केंद्र संचालित करने की अनुमति दे दी है। इसके बाद कॉमन सर्विस सेंटर और ग्राम पंचायतों के बीच केंद्र संचालन को लेकर एग्रीमेंट भी किया गया है। जिले में कुल 436 ग्राम पंचायतें हैं और सभी पंचायतों में चरणबद्ध तरीके से अटल डिजिटल सुविधा केंद्र शुरू करने की योजना है। वर्तमान में 372 ग्राम पंचायतों को इसके लिए चैन: [959, 289, 1137, 530]
fatafat-headline: चंदपुर के दरहाघाट में बाढ़ आपदा से बचाव हेतु मॉकड्रिल का किया गया आयोजन: [16, 1060, 178, 1119]
ganja-headline-line1: 88 किलो गांजा जब्त, बोलेरो से: [217, 1481, 633, 1521]
nios-facility: सुविधाएं : क्रेडिट स्थानांतरण (टीओसी) : शिक्षार्थी मान्यताप्राप्त बोर्ड से उत्तीर्ण किए गए अधिकतम 2 विषयों के टीओसी से सुविधा का लाभ उठा सकते हैं।: [1151, 1343, 1511, 1372]
lead-col-3: गिरफ्तार कर लिया। दुधावा चौकी में अपराध क्रमांक 166/26 दर्ज किया गया है। पुलिस ने आरोपियों के खिलाफ कृषिक पशु परिरक्षण अधिनियम की धारा 4, 6, 10 और पशु क्रूरता अधिनियम की धारा 11(1)(घ) के तहत कार्रवाई की है। मामले में आगे की विवेचना जारी है।: [702, 720, 935, 826]
section-title-line2: समाचार: [679, 86, 817, 142]
location-icon: ⌖: [776, 2361, 791, 2380]
tender-header: क्र.: [202, 2124, 231, 2159]
fatafat-headline: दुर्ग में रियल एस्टेट कारोबारियों के ठिकानों पर ED की दबिश: [16, 234, 183, 273]
madhu-degree: MBBS, MD FNIC FIPA: [1286, 1728, 1398, 1739]
ahlu-name-line2: हॉस्पिटल: [838, 1892, 951, 1932]
lead-story: [201, 197, 937, 836]
fatafat-headline: खेतों में जलभराव, संपर्क मार्ग बंद; कांकेर में ग्रामीणों ने किया प्रदर्शन: [16, 1407, 185, 1466]
person-shape: [520, 451, 568, 691]
sidebar-rule: [192, 197, 193, 1820]
fatafat-item: [16, 1405, 185, 1820]
ahlu-name-line1: अहलूवालिया: [880, 1838, 1085, 1890]
tender-cell: 1: [202, 2176, 231, 2220]
